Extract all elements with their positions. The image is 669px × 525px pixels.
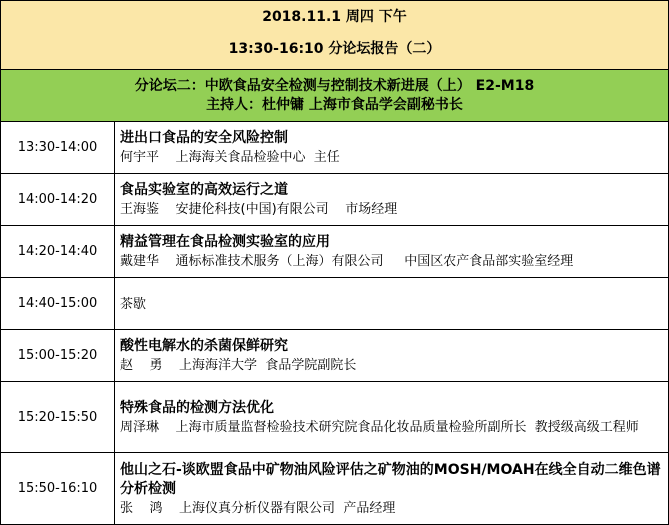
row-content: [115, 382, 668, 452]
talk-title: 酸性电解水的杀菌保鲜研究: [120, 338, 288, 354]
talk-title: 食品实验室的高效运行之道: [120, 182, 288, 198]
row-time: 14:20-14:40: [1, 226, 115, 277]
talk-title: 他山之石-谈欧盟食品中矿物油风险评估之矿物油的MOSH/MOAH在线全自动二维色谱分析检测: [120, 461, 661, 497]
talk-speaker: 张 鸿 上海仪真分析仪器有限公司 产品经理: [120, 500, 396, 516]
row-content: [115, 330, 668, 381]
schedule-row: [1, 226, 668, 278]
row-time: 15:20-15:50: [1, 382, 115, 452]
row-content: [115, 278, 668, 329]
row-time: 14:40-15:00: [1, 278, 115, 329]
session-line: 13:30-16:10 分论坛报告（二）: [228, 41, 441, 57]
schedule-row: [1, 453, 668, 524]
schedule-row: [1, 174, 668, 226]
row-time: 15:50-16:10: [1, 453, 115, 524]
row-content: [115, 122, 668, 173]
schedule-row: [1, 330, 668, 382]
schedule-row: [1, 278, 668, 330]
forum-banner: [1, 70, 668, 122]
row-time: 13:30-14:00: [1, 122, 115, 173]
talk-title: 进出口食品的安全风险控制: [120, 130, 288, 146]
row-time: 14:00-14:20: [1, 174, 115, 225]
talk-speaker: 戴建华 通标标准技术服务（上海）有限公司 中国区农产食品部实验室经理: [120, 254, 574, 269]
agenda-header: [1, 1, 668, 70]
talk-speaker: 周泽琳 上海市质量监督检验技术研究院食品化妆品质量检验所副所长 教授级高级工程师: [120, 419, 639, 435]
row-time: 15:00-15:20: [1, 330, 115, 381]
forum-host: 主持人：杜仲镛 上海市食品学会副秘书长: [206, 97, 463, 113]
talk-speaker: 何宇平 上海海关食品检验中心 主任: [120, 150, 340, 165]
schedule-row: [1, 122, 668, 174]
talk-title: 精益管理在食品检测实验室的应用: [120, 234, 330, 250]
row-content: [115, 226, 668, 277]
schedule-row: [1, 382, 668, 453]
talk-speaker: 赵 勇 上海海洋大学 食品学院副院长: [120, 358, 357, 373]
talk-speaker: 王海鉴 安捷伦科技(中国)有限公司 市场经理: [120, 202, 398, 217]
forum-title: 分论坛二：中欧食品安全检测与控制技术新进展（上） E2-M18: [134, 78, 535, 94]
talk-title: 特殊食品的检测方法优化: [120, 399, 274, 416]
row-content: [115, 174, 668, 225]
break-label: 茶歇: [120, 296, 147, 312]
date-line: 2018.11.1 周四 下午: [262, 9, 407, 25]
row-content: [115, 453, 668, 524]
